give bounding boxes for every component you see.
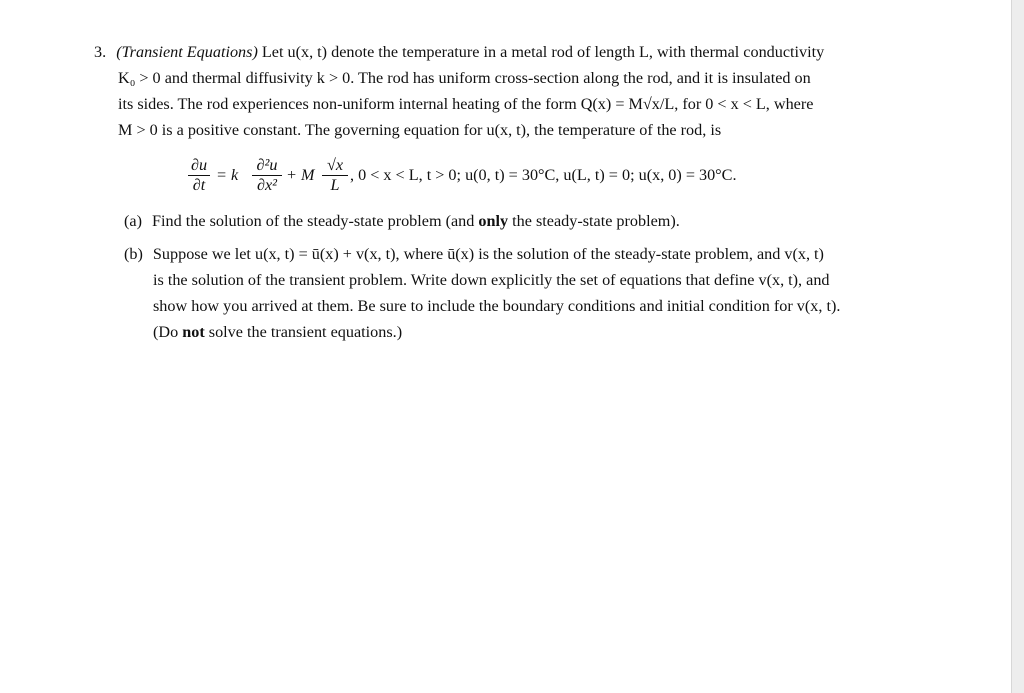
part-b-label: (b) xyxy=(124,245,143,263)
part-b-line-3 xyxy=(153,296,840,316)
part-b-bold: not xyxy=(182,323,205,341)
rhs-denominator: ∂x² xyxy=(256,176,278,194)
part-b-text-4a: (Do xyxy=(153,323,179,341)
problem-title: (Transient Equations) xyxy=(116,43,258,61)
problem-intro-line-1 xyxy=(94,42,824,62)
equals-k: = k xyxy=(216,166,239,184)
part-a-text-1: Find the solution of the steady-state problem (and xyxy=(152,212,475,230)
plus-m: + M xyxy=(286,166,315,184)
part-b-text-2: is the solution of the transient problem. Write down explicitly the set of equations that define v(x, t), and xyxy=(153,271,830,289)
source-denominator: L xyxy=(330,176,340,194)
intro-text-3: its sides. The rod experiences non-uniform internal heating of the form Q(x) = M√x/L, for 0 < x < L, where xyxy=(118,95,814,113)
viewer-scrollbar-track[interactable] xyxy=(1011,0,1024,693)
part-a xyxy=(124,211,680,231)
lhs-numerator: ∂u xyxy=(190,156,208,174)
rhs-numerator: ∂²u xyxy=(256,156,278,174)
part-a-bold: only xyxy=(478,212,509,230)
part-b-line-2 xyxy=(153,270,830,290)
d2u-dx2-fraction xyxy=(252,156,282,195)
problem-intro-line-3 xyxy=(118,94,813,114)
part-a-label: (a) xyxy=(124,212,142,230)
problem-intro-line-2 xyxy=(118,68,811,88)
du-dt-fraction xyxy=(188,156,210,195)
intro-text-4: M > 0 is a positive constant. The governing equation for u(x, t), the temperature of the rod, is xyxy=(118,121,722,139)
intro-text-1: Let u(x, t) denote the temperature in a metal rod of length L, with thermal conductivity xyxy=(261,43,825,61)
sqrtx-over-l-fraction xyxy=(322,156,348,195)
intro-text-2: K₀ > 0 and thermal diffusivity k > 0. The rod has uniform cross-section along the rod, and it is insulated on xyxy=(118,69,811,87)
problem-number: 3. xyxy=(94,43,107,61)
part-b-line-4 xyxy=(153,322,402,342)
boundary-initial-conditions: , 0 < x < L, t > 0; u(0, t) = 30°C, u(L, t) = 0; u(x, 0) = 30°C. xyxy=(350,166,737,184)
lhs-denominator: ∂t xyxy=(192,176,206,194)
problem-intro-line-4 xyxy=(118,120,721,140)
part-b-text-1: Suppose we let u(x, t) = ū(x) + v(x, t), where ū(x) is the solution of the steady-state problem, and v(x, t) xyxy=(152,245,824,263)
part-b-line-1 xyxy=(124,244,824,264)
part-a-text-2: the steady-state problem). xyxy=(512,212,680,230)
source-numerator: √x xyxy=(326,156,344,174)
part-b-text-4b: solve the transient equations.) xyxy=(208,323,403,341)
part-b-text-3: show how you arrived at them. Be sure to include the boundary conditions and initial condition for v(x, t). xyxy=(153,297,841,315)
governing-equation xyxy=(188,152,888,200)
